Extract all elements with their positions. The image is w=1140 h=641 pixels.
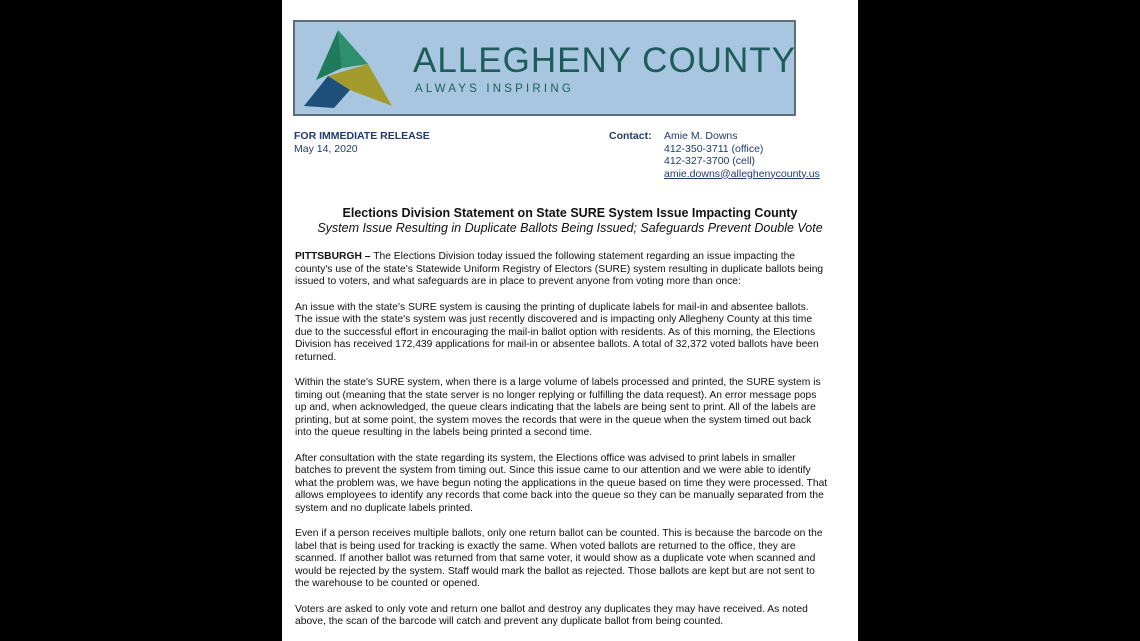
contact-info <box>664 130 820 180</box>
headline: Elections Division Statement on State SURE System Issue Impacting County <box>342 206 798 220</box>
dateline: PITTSBURGH – <box>295 251 371 262</box>
paragraph-2: An issue with the state's SURE system is causing the printing of duplicate labels for mail-in and absentee ballots. The issue with the state's system was just recently discovered and is impacting only Allegheny County at this time due to the successful effort in encouraging the mail-in ballot option with residents. As of this morning, the Elections Division has received 172,439 applications for mail-in or absentee ballots. A total of 32,372 voted ballots have been returned. <box>295 301 819 363</box>
contact-cell-phone: 412-327-3700 (cell) <box>664 155 756 167</box>
release-block <box>294 130 430 155</box>
press-release-page <box>282 0 858 641</box>
paragraph-1-text: The Elections Division today issued the following statement regarding an issue impacting the county's use of the state's Statewide Uniform Registry of Electors (SURE) system resulting in duplicate ballots being issued to voters, and what safeguards are in place to prevent anyone from voting more than once: <box>295 251 824 287</box>
paragraph-4: After consultation with the state regarding its system, the Elections office was advised to print labels in smaller batches to prevent the system from timing out. Since this issue came to our attention and we were able to identify what the problem was, we have begun noting the applications in the queue based on time they were processed. That allows employees to identify any records that come back into the queue so they can be manually separated from the system and no duplicate labels printed. <box>295 452 828 514</box>
paragraph-1 <box>295 251 828 289</box>
paragraph-3: Within the state's SURE system, when there is a large volume of labels processed and printed, the SURE system is timing out (meaning that the state server is no longer replying or fulfilling the data request). An error message pops up and, when acknowledged, the queue clears indicating that the labels are being sent to print. All of the labels are printing, but at some point, the system moves the records that were in the queue when the system timed out back into the queue resulting in the labels being printed a second time. <box>295 377 821 438</box>
release-date: May 14, 2020 <box>294 142 358 155</box>
contact-email-link[interactable]: amie.downs@alleghenycounty.us <box>664 167 820 180</box>
contact-office-phone: 412-350-3711 (office) <box>664 142 764 155</box>
contact-name: Amie M. Downs <box>664 130 738 142</box>
county-banner <box>293 20 796 116</box>
brand-tagline: ALWAYS INSPIRING <box>415 83 574 95</box>
paragraph-6: Voters are asked to only vote and return one ballot and destroy any duplicates they may have received. As noted above, the scan of the barcode will catch and prevent any duplicate ballot from being counted. <box>295 603 808 627</box>
allegheny-county-logo-icon <box>298 28 398 112</box>
release-body <box>295 251 828 641</box>
release-label: FOR IMMEDIATE RELEASE <box>294 130 430 142</box>
contact-label: Contact: <box>609 130 652 142</box>
paragraph-5: Even if a person receives multiple ballots, only one return ballot can be counted. This is because the barcode on the label that is being used for tracking is exactly the same. When voted ballots are returned to the office, they are scanned. If another ballot was returned from that same voter, it would show as a duplicate vote when scanned and would be rejected by the system. Staff would mark the ballot as rejected. Those ballots are kept but are not sent to the warehouse to be counted or opened. <box>295 528 823 589</box>
subheadline: System Issue Resulting in Duplicate Ballots Being Issued; Safeguards Prevent Double Vote <box>317 221 823 235</box>
brand-name: ALLEGHENY COUNTY <box>413 41 796 80</box>
